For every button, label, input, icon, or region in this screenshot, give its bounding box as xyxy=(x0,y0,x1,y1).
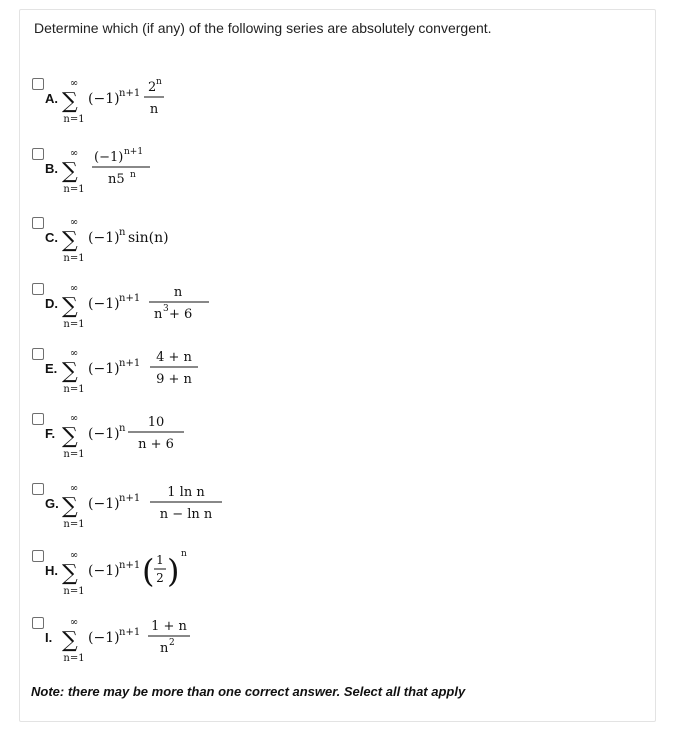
option-f-letter: F. xyxy=(45,426,56,441)
denominator: n − ln n xyxy=(159,507,213,522)
option-h-checkbox[interactable] xyxy=(32,550,44,562)
sum-upper: ∞ xyxy=(69,217,79,228)
denominator: n + 6 xyxy=(138,437,174,452)
sum-lower: n=1 xyxy=(63,114,85,125)
left-paren-icon: ( xyxy=(142,552,155,590)
paren-denominator: 2 xyxy=(156,571,164,585)
sigma-icon: ∑ xyxy=(62,561,78,586)
denominator-exponent: n xyxy=(130,170,136,180)
sum-upper: ∞ xyxy=(69,283,79,294)
option-i-letter: I. xyxy=(45,630,53,645)
question-card xyxy=(19,9,656,722)
option-e-checkbox[interactable] xyxy=(32,348,44,360)
sign-factor: (−1) xyxy=(88,426,120,442)
option-i-formula xyxy=(62,611,232,671)
numerator: 10 xyxy=(147,415,165,430)
sine-term: sin(n) xyxy=(128,230,169,246)
sum-upper: ∞ xyxy=(69,483,79,494)
paren-exponent: n xyxy=(181,549,187,559)
option-a[interactable] xyxy=(32,78,332,138)
sigma-icon: ∑ xyxy=(62,628,78,653)
sum-upper: ∞ xyxy=(69,617,79,628)
sign-exponent: n+1 xyxy=(119,493,141,504)
option-f-formula xyxy=(62,407,232,467)
option-e[interactable] xyxy=(32,348,332,408)
numerator: 4 + n xyxy=(156,350,192,365)
denominator-exponent: 3 xyxy=(163,304,169,314)
denominator: 9 + n xyxy=(156,372,192,387)
sign-factor: (−1) xyxy=(88,91,120,107)
option-a-letter: A. xyxy=(45,91,58,106)
question-text: Determine which (if any) of the following series are absolutely convergent. xyxy=(34,20,492,36)
option-i[interactable] xyxy=(32,617,332,677)
option-f-checkbox[interactable] xyxy=(32,413,44,425)
option-c-checkbox[interactable] xyxy=(32,217,44,229)
numerator-exponent: n xyxy=(156,77,162,87)
option-g-checkbox[interactable] xyxy=(32,483,44,495)
sigma-icon: ∑ xyxy=(62,89,78,114)
numerator: (−1) xyxy=(94,150,124,165)
denominator: n xyxy=(149,102,159,117)
option-d-letter: D. xyxy=(45,296,58,311)
option-f[interactable] xyxy=(32,413,332,473)
sum-upper: ∞ xyxy=(69,413,79,424)
numerator: 1 ln n xyxy=(167,485,205,500)
sigma-icon: ∑ xyxy=(62,494,78,519)
option-a-formula xyxy=(62,72,232,132)
option-c[interactable] xyxy=(32,217,332,277)
sum-upper: ∞ xyxy=(69,550,79,561)
sigma-icon: ∑ xyxy=(62,294,78,319)
denominator: n xyxy=(160,641,169,656)
sign-factor: (−1) xyxy=(88,361,120,377)
sum-upper: ∞ xyxy=(69,348,79,359)
sign-exponent: n+1 xyxy=(119,358,141,369)
option-d-formula xyxy=(62,277,232,337)
denominator: n xyxy=(154,307,163,322)
instruction-note: Note: there may be more than one correct answer. Select all that apply xyxy=(31,684,466,699)
denominator-exponent: 2 xyxy=(169,638,175,648)
sum-upper: ∞ xyxy=(69,148,79,159)
sum-lower: n=1 xyxy=(63,253,85,264)
option-h-letter: H. xyxy=(45,563,58,578)
option-d-checkbox[interactable] xyxy=(32,283,44,295)
sign-exponent: n+1 xyxy=(119,560,141,571)
sign-factor: (−1) xyxy=(88,496,120,512)
option-e-formula xyxy=(62,342,232,402)
sum-lower: n=1 xyxy=(63,653,85,664)
sigma-icon: ∑ xyxy=(62,159,78,184)
numerator: 2 xyxy=(148,80,157,95)
option-b-formula xyxy=(62,142,232,202)
sign-exponent: n xyxy=(119,423,126,434)
option-c-letter: C. xyxy=(45,230,58,245)
option-b-checkbox[interactable] xyxy=(32,148,44,160)
numerator-exponent: n+1 xyxy=(124,147,144,157)
sigma-icon: ∑ xyxy=(62,228,78,253)
option-g[interactable] xyxy=(32,483,332,543)
sign-factor: (−1) xyxy=(88,563,120,579)
option-d[interactable] xyxy=(32,283,332,343)
paren-numerator: 1 xyxy=(156,553,164,567)
denominator: n5 xyxy=(108,172,125,187)
numerator: 1 + n xyxy=(151,619,187,634)
sum-lower: n=1 xyxy=(63,449,85,460)
sum-lower: n=1 xyxy=(63,319,85,330)
sum-lower: n=1 xyxy=(63,384,85,395)
denominator-tail: + 6 xyxy=(169,307,193,322)
sum-lower: n=1 xyxy=(63,519,85,530)
sum-lower: n=1 xyxy=(63,586,85,597)
numerator: n xyxy=(173,285,183,300)
sign-factor: (−1) xyxy=(88,296,120,312)
sum-lower: n=1 xyxy=(63,184,85,195)
option-g-formula xyxy=(62,477,252,537)
sign-exponent: n+1 xyxy=(119,293,141,304)
option-h-formula xyxy=(62,544,252,604)
sign-factor: (−1) xyxy=(88,630,120,646)
option-b[interactable] xyxy=(32,148,332,208)
sign-exponent: n+1 xyxy=(119,627,141,638)
sum-upper: ∞ xyxy=(69,78,79,89)
option-g-letter: G. xyxy=(45,496,59,511)
sigma-icon: ∑ xyxy=(62,424,78,449)
option-b-letter: B. xyxy=(45,161,58,176)
option-c-formula xyxy=(62,211,232,271)
right-paren-icon: ) xyxy=(167,552,180,590)
option-e-letter: E. xyxy=(45,361,58,376)
sign-exponent: n xyxy=(119,227,126,238)
option-a-checkbox[interactable] xyxy=(32,78,44,90)
sign-factor: (−1) xyxy=(88,230,120,246)
option-i-checkbox[interactable] xyxy=(32,617,44,629)
sign-exponent: n+1 xyxy=(119,88,141,99)
option-h[interactable] xyxy=(32,550,332,610)
sigma-icon: ∑ xyxy=(62,359,78,384)
